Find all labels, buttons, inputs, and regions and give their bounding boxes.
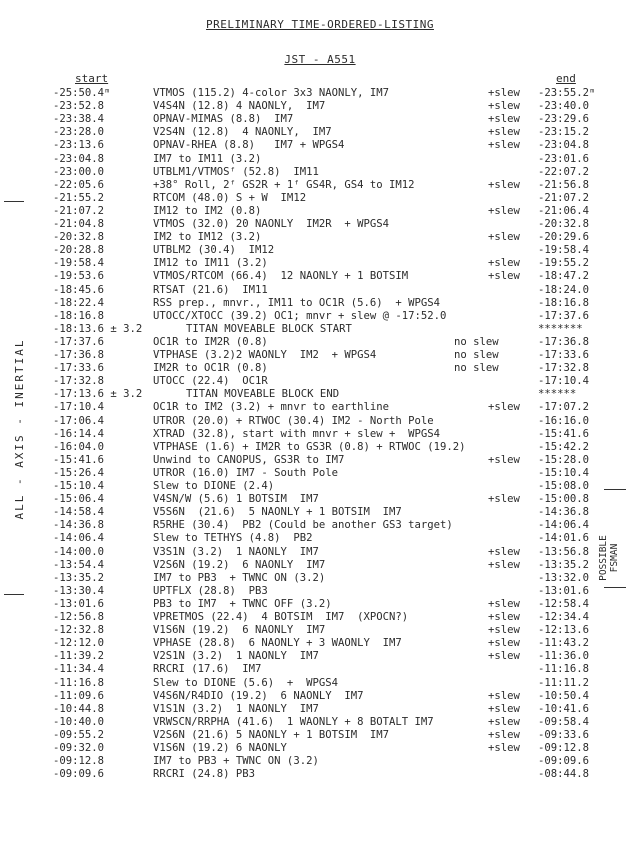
end-time: -17:07.2 bbox=[538, 401, 590, 414]
end-time: -10:50.4 bbox=[538, 689, 590, 702]
table-row bbox=[0, 572, 640, 585]
end-time: -11:16.8 bbox=[538, 663, 590, 676]
no-slew-flag: no slew bbox=[454, 349, 499, 361]
bracket-bottom-left bbox=[4, 594, 24, 595]
activity: IM12 to IM11 (3.2) bbox=[153, 257, 268, 270]
start-time: -18:16.8 bbox=[53, 309, 105, 322]
activity: IM7 to IM11 (3.2) bbox=[153, 152, 262, 165]
start-time: -11:34.4 bbox=[53, 663, 105, 676]
start-time: -11:16.8 bbox=[53, 676, 105, 689]
table-row bbox=[0, 493, 640, 506]
activity: IM2 to IM12 (3.2) bbox=[153, 231, 262, 244]
activity: V2S6N (19.2) 6 NAONLY IM7 bbox=[153, 558, 326, 571]
table-row bbox=[0, 690, 640, 703]
start-time: -23:28.0 bbox=[53, 126, 105, 139]
side-label-possible: POSSIBLE bbox=[598, 535, 609, 581]
slew-flag: +slew bbox=[488, 728, 520, 741]
side-label-inertial: ALL - AXIS - INERTIAL bbox=[13, 338, 26, 520]
end-time: -23:01.6 bbox=[538, 152, 590, 165]
start-time: -09:55.2 bbox=[53, 728, 105, 741]
slew-flag: +slew bbox=[488, 100, 520, 113]
slew-flag: +slew bbox=[488, 401, 520, 414]
slew-flag: +slew bbox=[488, 178, 520, 191]
table-row bbox=[0, 454, 640, 467]
table-row bbox=[0, 755, 640, 768]
activity: VTMOS (32.0) 20 NAONLY IM2R + WPGS4 bbox=[153, 218, 389, 230]
activity: Slew to DIONE (2.4) bbox=[153, 480, 275, 492]
table-row bbox=[0, 716, 640, 729]
start-time: -17:32.8 bbox=[53, 375, 105, 388]
table-row bbox=[0, 244, 640, 257]
end-time: -14:01.6 bbox=[538, 532, 590, 545]
table-row bbox=[0, 179, 640, 192]
end-time: -18:24.0 bbox=[538, 283, 590, 296]
end-time: ****** bbox=[538, 388, 577, 401]
table-row bbox=[0, 559, 640, 572]
activity: VTPHASE (3.2)2 WAONLY IM2 + WPGS4 bbox=[153, 349, 377, 361]
table-row bbox=[0, 506, 640, 519]
start-time: -20:32.8 bbox=[53, 231, 105, 244]
end-time: -23:15.2 bbox=[538, 126, 590, 139]
start-time: -21:07.2 bbox=[53, 204, 105, 217]
table-row bbox=[0, 126, 640, 139]
activity: V4S4N (12.8) 4 NAONLY, IM7 bbox=[153, 100, 326, 113]
page-title: PRELIMINARY TIME-ORDERED-LISTING bbox=[206, 18, 434, 31]
end-time: -14:36.8 bbox=[538, 506, 590, 519]
start-time: -11:09.6 bbox=[53, 689, 105, 702]
activity: V2S1N (3.2) 1 NAONLY IM7 bbox=[153, 650, 319, 663]
start-time: -09:32.0 bbox=[53, 742, 105, 754]
activity: V3S1N (3.2) 1 NAONLY IM7 bbox=[153, 545, 319, 558]
activity: Slew to DIONE (5.6) + WPGS4 bbox=[153, 676, 338, 689]
slew-flag: +slew bbox=[488, 270, 520, 283]
start-time: -11:39.2 bbox=[53, 650, 105, 663]
end-time: -15:28.0 bbox=[538, 453, 590, 466]
activity: UTROR (20.0) + RTWOC (30.4) IM2 - North Pole bbox=[153, 414, 434, 427]
activity: OPNAV-MIMAS (8.8) IM7 bbox=[153, 113, 294, 126]
start-time: -12:32.8 bbox=[53, 624, 105, 637]
end-time: -15:00.8 bbox=[538, 493, 590, 506]
table-row bbox=[0, 153, 640, 166]
table-row bbox=[0, 113, 640, 126]
start-time: -09:12.8 bbox=[53, 755, 105, 768]
table-row bbox=[0, 349, 640, 362]
slew-flag: +slew bbox=[488, 113, 520, 126]
activity: VPHASE (28.8) 6 NAONLY + 3 WAONLY IM7 bbox=[153, 637, 402, 650]
start-time: -17:10.4 bbox=[53, 401, 105, 414]
table-row bbox=[0, 611, 640, 624]
bracket-top-right bbox=[604, 489, 626, 490]
table-row bbox=[0, 218, 640, 231]
table-row bbox=[0, 742, 640, 755]
start-time: -19:53.6 bbox=[53, 270, 105, 283]
slew-flag: +slew bbox=[488, 702, 520, 715]
slew-flag: +slew bbox=[488, 204, 520, 217]
start-time: -14:36.8 bbox=[53, 519, 105, 532]
end-time: -23:40.0 bbox=[538, 100, 590, 113]
end-time: -15:42.2 bbox=[538, 440, 590, 453]
start-time: -15:06.4 bbox=[53, 493, 105, 506]
block-marker-row bbox=[0, 388, 640, 401]
end-time: -08:44.8 bbox=[538, 768, 590, 781]
activity: UTBLM1/VTMOSᶠ (52.8) IM11 bbox=[153, 165, 319, 178]
table-row bbox=[0, 270, 640, 283]
slew-flag: +slew bbox=[488, 637, 520, 650]
slew-flag: +slew bbox=[488, 231, 520, 244]
end-time: -12:58.4 bbox=[538, 597, 590, 610]
no-slew-flag: no slew bbox=[454, 362, 499, 375]
table-row bbox=[0, 401, 640, 414]
start-time: -23:38.4 bbox=[53, 113, 105, 126]
block-marker-row bbox=[0, 323, 640, 336]
end-time: -23:04.8 bbox=[538, 139, 590, 152]
table-row bbox=[0, 231, 640, 244]
activity: IM7 to PB3 + TWNC ON (3.2) bbox=[153, 755, 319, 768]
table-row bbox=[0, 598, 640, 611]
activity: VTPHASE (1.6) + IM2R to GS3R (0.8) + RTWOC (19.2) bbox=[153, 440, 466, 453]
start-time: -15:10.4 bbox=[53, 480, 105, 492]
start-time: -18:22.4 bbox=[53, 296, 105, 309]
start-time: -23:13.6 bbox=[53, 139, 105, 152]
end-time: -18:47.2 bbox=[538, 270, 590, 283]
end-time: -23:29.6 bbox=[538, 113, 590, 126]
start-time: -25:50.4ᵐ bbox=[53, 87, 111, 99]
end-time: -13:56.8 bbox=[538, 545, 590, 558]
activity: VRWSCN/RRPHA (41.6) 1 WAONLY + 8 BOTALT IM7 bbox=[153, 715, 434, 728]
activity: PB3 to IM7 + TWNC OFF (3.2) bbox=[153, 597, 332, 610]
slew-flag: +slew bbox=[488, 742, 520, 754]
end-time: -09:33.6 bbox=[538, 728, 590, 741]
table-row bbox=[0, 467, 640, 480]
start-time: -13:01.6 bbox=[53, 597, 105, 610]
slew-flag: +slew bbox=[488, 611, 520, 623]
slew-flag: +slew bbox=[488, 126, 520, 139]
side-label-fsman bbox=[598, 513, 628, 603]
table-row bbox=[0, 139, 640, 152]
end-time: -19:55.2 bbox=[538, 257, 590, 270]
table-row bbox=[0, 480, 640, 493]
end-time: -17:37.6 bbox=[538, 309, 590, 322]
activity: Slew to TETHYS (4.8) PB2 bbox=[153, 532, 313, 545]
activity: UTROR (16.0) IM7 - South Pole bbox=[153, 466, 338, 479]
table-row bbox=[0, 257, 640, 270]
table-row bbox=[0, 624, 640, 637]
start-time: -16:04.0 bbox=[53, 440, 105, 453]
table-row bbox=[0, 585, 640, 598]
end-time: -09:58.4 bbox=[538, 715, 590, 728]
end-time: -09:12.8 bbox=[538, 742, 590, 754]
activity: V1S6N (19.2) 6 NAONLY bbox=[153, 742, 287, 754]
end-time: -23:55.2ᵐ bbox=[538, 87, 596, 99]
activity: UTBLM2 (30.4) IM12 bbox=[153, 244, 275, 257]
start-time: -14:00.0 bbox=[53, 545, 105, 558]
table-row bbox=[0, 87, 640, 100]
table-row bbox=[0, 637, 640, 650]
slew-flag: +slew bbox=[488, 715, 520, 728]
end-time: -16:16.0 bbox=[538, 414, 590, 427]
activity: RRCRI (24.8) PB3 bbox=[153, 768, 256, 781]
slew-flag: +slew bbox=[488, 689, 520, 702]
start-time: -14:58.4 bbox=[53, 506, 105, 519]
activity: R5RHE (30.4) PB2 (Could be another GS3 target) bbox=[153, 519, 453, 532]
end-time: -21:56.8 bbox=[538, 178, 590, 191]
activity: RTCOM (48.0) S + W IM12 bbox=[153, 191, 307, 204]
table-row bbox=[0, 336, 640, 349]
start-time: -23:52.8 bbox=[53, 100, 105, 113]
activity: IM2R to OC1R (0.8) bbox=[153, 362, 268, 375]
end-time: -20:32.8 bbox=[538, 218, 590, 230]
end-time: -17:32.8 bbox=[538, 362, 590, 375]
activity: V5S6N (21.6) 5 NAONLY + 1 BOTSIM IM7 bbox=[153, 506, 402, 519]
start-time: -13:35.2 bbox=[53, 571, 105, 584]
bracket-bottom-right bbox=[604, 587, 626, 588]
table-row bbox=[0, 297, 640, 310]
activity: V4S6N/R4DIO (19.2) 6 NAONLY IM7 bbox=[153, 689, 364, 702]
table-row bbox=[0, 284, 640, 297]
start-time: -22:05.6 bbox=[53, 178, 105, 191]
table-row bbox=[0, 519, 640, 532]
activity: IM7 to PB3 + TWNC ON (3.2) bbox=[153, 571, 326, 584]
start-time: -14:06.4 bbox=[53, 532, 105, 545]
activity: V1S6N (19.2) 6 NAONLY IM7 bbox=[153, 624, 326, 637]
bracket-top-left bbox=[4, 201, 24, 202]
activity: V2S4N (12.8) 4 NAONLY, IM7 bbox=[153, 126, 332, 139]
start-time: -18:45.6 bbox=[53, 283, 105, 296]
activity: VTMOS (115.2) 4-color 3x3 NAONLY, IM7 bbox=[153, 87, 389, 99]
side-label-fsman-text: FSMAN bbox=[609, 543, 620, 573]
start-time: -13:30.4 bbox=[53, 584, 105, 597]
activity: VPRETMOS (22.4) 4 BOTSIM IM7 (XPOCN?) bbox=[153, 611, 409, 623]
activity: OPNAV-RHEA (8.8) IM7 + WPGS4 bbox=[153, 139, 345, 152]
slew-flag: +slew bbox=[488, 257, 520, 270]
start-time: -17:36.8 bbox=[53, 349, 105, 361]
table-row bbox=[0, 100, 640, 113]
activity: V1S1N (3.2) 1 NAONLY IM7 bbox=[153, 702, 319, 715]
table-row bbox=[0, 768, 640, 781]
activity: V4SN/W (5.6) 1 BOTSIM IM7 bbox=[153, 493, 319, 506]
start-time: -10:44.8 bbox=[53, 702, 105, 715]
activity: RTSAT (21.6) IM11 bbox=[153, 283, 268, 296]
end-time: -17:36.8 bbox=[538, 335, 590, 348]
start-time: -21:55.2 bbox=[53, 191, 105, 204]
end-time: -13:32.0 bbox=[538, 571, 590, 584]
activity: UTOCC/XTOCC (39.2) OC1; mnvr + slew @ -17:52.0 bbox=[153, 309, 447, 322]
start-time: -17:33.6 bbox=[53, 362, 105, 375]
end-time: -13:01.6 bbox=[538, 584, 590, 597]
table-row bbox=[0, 546, 640, 559]
slew-flag: +slew bbox=[488, 139, 520, 152]
end-column-header: end bbox=[556, 72, 576, 85]
end-time: -12:13.6 bbox=[538, 624, 590, 637]
end-time: -09:09.6 bbox=[538, 755, 590, 768]
start-time: -17:06.4 bbox=[53, 414, 105, 427]
table-row bbox=[0, 428, 640, 441]
end-time: -15:10.4 bbox=[538, 466, 590, 479]
activity: Unwind to CANOPUS, GS3R to IM7 bbox=[153, 453, 345, 466]
slew-flag: +slew bbox=[488, 453, 520, 466]
end-time: -10:41.6 bbox=[538, 702, 590, 715]
table-row bbox=[0, 532, 640, 545]
start-time: -19:58.4 bbox=[53, 257, 105, 270]
end-time: -11:11.2 bbox=[538, 676, 590, 689]
activity: UPTFLX (28.8) PB3 bbox=[153, 584, 268, 597]
slew-flag: +slew bbox=[488, 558, 520, 571]
start-time: -16:14.4 bbox=[53, 427, 105, 440]
table-row bbox=[0, 441, 640, 454]
start-time: -20:28.8 bbox=[53, 244, 105, 257]
slew-flag: +slew bbox=[488, 493, 520, 506]
start-time: -23:00.0 bbox=[53, 165, 105, 178]
table-row bbox=[0, 415, 640, 428]
start-time: -12:12.0 bbox=[53, 637, 105, 650]
table-row bbox=[0, 663, 640, 676]
slew-flag: +slew bbox=[488, 624, 520, 637]
start-time: -09:09.6 bbox=[53, 768, 105, 781]
activity: IM12 to IM2 (0.8) bbox=[153, 204, 262, 217]
end-time: -11:43.2 bbox=[538, 637, 590, 650]
end-time: -15:08.0 bbox=[538, 480, 590, 492]
end-time: -22:07.2 bbox=[538, 165, 590, 178]
end-time: -15:41.6 bbox=[538, 427, 590, 440]
end-time: -17:10.4 bbox=[538, 375, 590, 388]
table-row bbox=[0, 703, 640, 716]
activity: RSS prep., mnvr., IM11 to OC1R (5.6) + WPGS4 bbox=[153, 296, 441, 309]
end-time: -21:07.2 bbox=[538, 191, 590, 204]
table-row bbox=[0, 192, 640, 205]
activity: RRCRI (17.6) IM7 bbox=[153, 663, 262, 676]
table-row bbox=[0, 362, 640, 375]
slew-flag: +slew bbox=[488, 545, 520, 558]
activity: TITAN MOVEABLE BLOCK END bbox=[186, 388, 340, 401]
start-time: -17:13.6 ± 3.2 bbox=[53, 388, 143, 401]
start-time: -21:04.8 bbox=[53, 218, 105, 230]
start-time: -17:37.6 bbox=[53, 335, 105, 348]
start-time: -18:13.6 ± 3.2 bbox=[53, 322, 143, 335]
start-time: -10:40.0 bbox=[53, 715, 105, 728]
slew-flag: +slew bbox=[488, 87, 520, 99]
start-time: -23:04.8 bbox=[53, 152, 105, 165]
activity: V2S6N (21.6) 5 NAONLY + 1 BOTSIM IM7 bbox=[153, 728, 389, 741]
activity: OC1R to IM2 (3.2) + mnvr to earthline bbox=[153, 401, 389, 414]
end-time: -17:33.6 bbox=[538, 349, 590, 361]
activity: VTMOS/RTCOM (66.4) 12 NAONLY + 1 BOTSIM bbox=[153, 270, 409, 283]
activity: OC1R to IM2R (0.8) bbox=[153, 335, 268, 348]
start-column-header: start bbox=[75, 72, 109, 85]
slew-flag: +slew bbox=[488, 650, 520, 663]
start-time: -12:56.8 bbox=[53, 611, 105, 623]
table-row bbox=[0, 310, 640, 323]
no-slew-flag: no slew bbox=[454, 335, 499, 348]
end-time: -12:34.4 bbox=[538, 611, 590, 623]
start-time: -15:26.4 bbox=[53, 466, 105, 479]
end-time: -13:35.2 bbox=[538, 558, 590, 571]
activity: TITAN MOVEABLE BLOCK START bbox=[186, 322, 352, 335]
activity: UTOCC (22.4) OC1R bbox=[153, 375, 268, 388]
table-row bbox=[0, 166, 640, 179]
page-subtitle: JST - A551 bbox=[284, 53, 356, 66]
table-row bbox=[0, 375, 640, 388]
start-time: -13:54.4 bbox=[53, 558, 105, 571]
end-time: -21:06.4 bbox=[538, 204, 590, 217]
table-row bbox=[0, 205, 640, 218]
end-time: -19:58.4 bbox=[538, 244, 590, 257]
slew-flag: +slew bbox=[488, 597, 520, 610]
end-time: -14:06.4 bbox=[538, 519, 590, 532]
start-time: -15:41.6 bbox=[53, 453, 105, 466]
activity: +38° Roll, 2ᶠ GS2R + 1ᶠ GS4R, GS4 to IM12 bbox=[153, 178, 415, 191]
activity: XTRAD (32.8), start with mnvr + slew + WPGS4 bbox=[153, 427, 441, 440]
table-row bbox=[0, 650, 640, 663]
table-row bbox=[0, 729, 640, 742]
end-time: -11:36.0 bbox=[538, 650, 590, 663]
end-time: -20:29.6 bbox=[538, 231, 590, 244]
end-time: ******* bbox=[538, 322, 583, 335]
table-row bbox=[0, 677, 640, 690]
end-time: -18:16.8 bbox=[538, 296, 590, 309]
